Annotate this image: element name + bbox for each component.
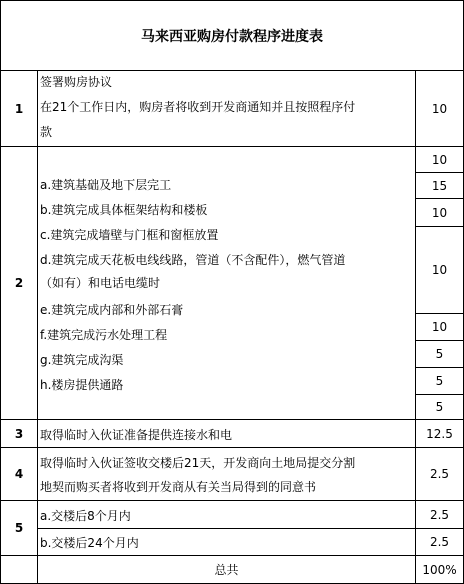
row-description xyxy=(37,419,416,448)
desc-line: 款 xyxy=(40,125,53,139)
row-percent: 5 xyxy=(415,340,464,368)
sub-item: （如有）和电话电缆时 xyxy=(40,276,161,290)
total-label: 总共 xyxy=(37,555,416,584)
row-description xyxy=(37,447,416,501)
row-description xyxy=(37,70,416,147)
row-number: 5 xyxy=(0,500,38,556)
row-percent: 12.5 xyxy=(415,419,464,448)
row-percent: 10 xyxy=(415,226,464,314)
row-number: 3 xyxy=(0,419,38,448)
sub-item: g.建筑完成沟渠 xyxy=(40,353,124,367)
row-percent: 2.5 xyxy=(415,447,464,501)
sub-item: c.建筑完成墙壁与门框和窗框放置 xyxy=(40,228,219,242)
row-percent: 5 xyxy=(415,367,464,395)
desc-line: 地契而购买者将收到开发商从有关当局得到的同意书 xyxy=(40,480,317,494)
row-description xyxy=(37,528,416,556)
sub-item: e.建筑完成内部和外部石膏 xyxy=(40,303,184,317)
row-percent: 2.5 xyxy=(415,528,464,556)
sub-item: d.建筑完成天花板电线线路，管道（不含配件），燃气管道 xyxy=(40,253,346,267)
row-number: 2 xyxy=(0,146,38,420)
sub-item: f.建筑完成污水处理工程 xyxy=(40,328,168,342)
row-percent: 15 xyxy=(415,172,464,199)
row-number: 1 xyxy=(0,70,38,147)
total-number-cell xyxy=(0,555,38,584)
desc-line: 在21个工作日内，购房者将收到开发商通知并且按照程序付 xyxy=(40,100,356,114)
row-percent: 10 xyxy=(415,198,464,227)
sub-item: h.楼房提供通路 xyxy=(40,378,124,392)
row-percent: 10 xyxy=(415,146,464,173)
row-percent: 10 xyxy=(415,70,464,147)
desc-line: 签署购房协议 xyxy=(40,75,113,89)
desc-line: 取得临时入伙证签收交楼后21天，开发商向土地局提交分割 xyxy=(40,456,356,470)
sub-item: b.交楼后24个月内 xyxy=(40,536,139,550)
total-percent: 100% xyxy=(415,555,464,584)
desc-line: 取得临时入伙证准备提供连接水和电 xyxy=(40,428,233,442)
row-percent: 10 xyxy=(415,313,464,341)
row-description xyxy=(37,500,416,529)
table-title: 马来西亚购房付款程序进度表 xyxy=(0,0,464,71)
row-percent: 5 xyxy=(415,394,464,420)
row-percent: 2.5 xyxy=(415,500,464,529)
row-number: 4 xyxy=(0,447,38,501)
row-description xyxy=(37,146,416,420)
sub-item: b.建筑完成具体框架结构和楼板 xyxy=(40,203,208,217)
sub-item: a.建筑基础及地下层完工 xyxy=(40,178,172,192)
sub-item: a.交楼后8个月内 xyxy=(40,509,131,523)
